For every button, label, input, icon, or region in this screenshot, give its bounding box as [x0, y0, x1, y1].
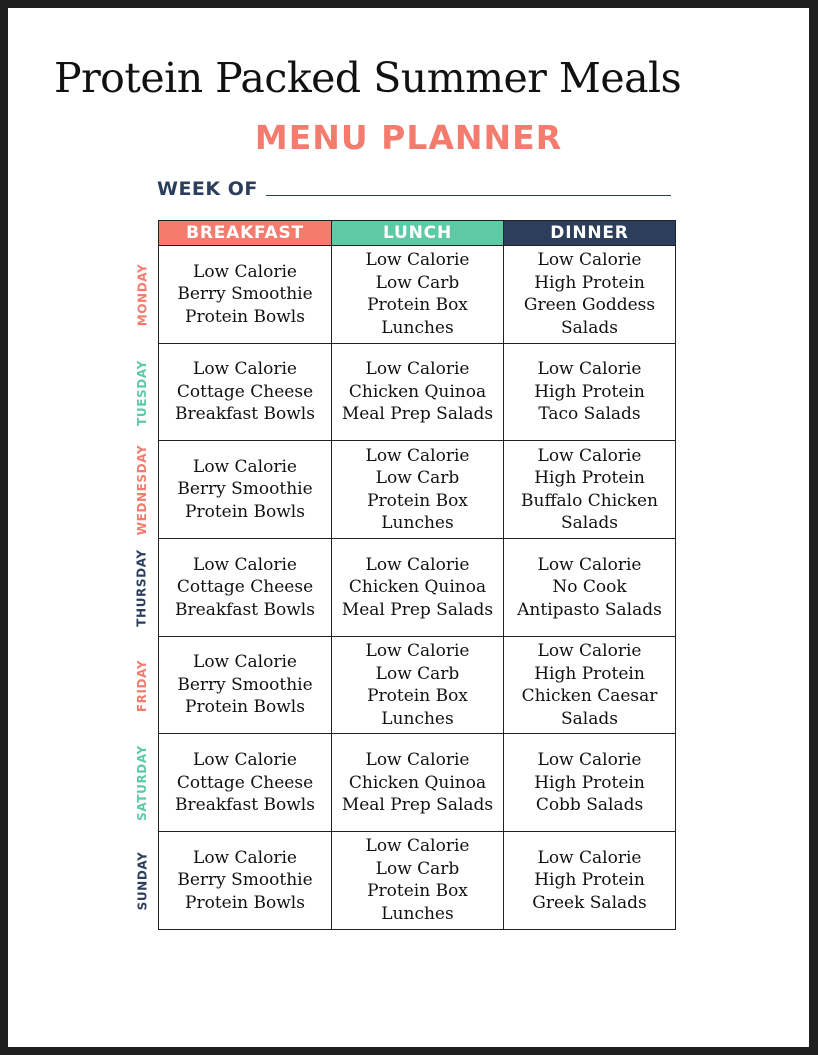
meal-line: Low Calorie — [365, 445, 470, 466]
meal-line: Low Calorie — [365, 750, 470, 771]
meal-line: Low Calorie — [193, 261, 297, 282]
week-of-label: WEEK OF — [157, 178, 258, 200]
day-row-thursday — [135, 539, 676, 637]
day-row-wednesday — [135, 441, 676, 539]
meal-line: Green Goddess — [523, 295, 656, 316]
day-row-sunday — [135, 832, 676, 930]
meal-line: Lunches — [381, 317, 454, 338]
meal-line: Berry Smoothie — [177, 674, 313, 695]
menu-rows — [135, 246, 676, 930]
meal-line: Low Calorie — [537, 750, 642, 771]
meal-line: Cottage Cheese — [176, 577, 314, 598]
meal-cell-lunch — [331, 441, 503, 539]
meal-line: Buffalo Chicken — [521, 490, 658, 511]
meal-line: Low Calorie — [193, 359, 297, 380]
meal-line: Protein Bowls — [185, 697, 305, 718]
meal-line: High Protein — [534, 663, 645, 684]
meal-cell-breakfast — [158, 539, 331, 637]
day-label-text: SUNDAY — [135, 851, 150, 911]
day-label — [130, 246, 154, 344]
meal-line: Low Calorie — [365, 359, 470, 380]
meal-line: Low Calorie — [537, 554, 642, 575]
meal-line: Meal Prep Salads — [341, 404, 494, 425]
meal-line: Lunches — [381, 708, 454, 729]
meal-line: Chicken Quinoa — [348, 772, 487, 793]
meal-line: Cottage Cheese — [176, 772, 314, 793]
meal-cell-breakfast — [158, 344, 331, 442]
day-label-text: SATURDAY — [135, 745, 150, 822]
day-label — [130, 637, 154, 735]
meal-line: Low Calorie — [537, 359, 642, 380]
day-row-tuesday — [135, 344, 676, 442]
day-label-text: FRIDAY — [135, 659, 150, 712]
day-label — [130, 832, 154, 930]
day-label — [130, 344, 154, 442]
meal-line: Breakfast Bowls — [175, 404, 315, 425]
meal-line: Low Calorie — [193, 554, 297, 575]
meal-cell-dinner — [503, 246, 676, 344]
meal-line: Chicken Quinoa — [348, 381, 487, 402]
meal-cell-lunch — [331, 637, 503, 735]
meal-line: Low Calorie — [537, 445, 642, 466]
meal-cell-breakfast — [158, 441, 331, 539]
meal-line: Low Calorie — [365, 836, 470, 857]
meal-line: Lunches — [381, 903, 454, 924]
meal-line: Low Carb — [375, 663, 460, 684]
menu-header-row — [158, 220, 676, 246]
column-header-dinner: DINNER — [503, 220, 676, 246]
meal-line: Protein Box — [367, 295, 468, 316]
meal-line: Low Calorie — [537, 847, 642, 868]
meal-line: Low Calorie — [537, 641, 642, 662]
meal-line: Protein Box — [367, 686, 468, 707]
meal-cell-lunch — [331, 344, 503, 442]
meal-cell-dinner — [503, 637, 676, 735]
day-label-text: MONDAY — [135, 263, 150, 327]
meal-line: Low Calorie — [193, 847, 297, 868]
day-row-friday — [135, 637, 676, 735]
meal-line: Low Carb — [375, 272, 460, 293]
meal-line: Protein Bowls — [185, 306, 305, 327]
page-subtitle: MENU PLANNER — [254, 118, 563, 157]
meal-line: Cottage Cheese — [176, 381, 314, 402]
day-row-saturday — [135, 734, 676, 832]
meal-line: Low Calorie — [537, 250, 642, 271]
meal-line: Low Calorie — [193, 456, 297, 477]
meal-cell-breakfast — [158, 637, 331, 735]
meal-line: Low Carb — [375, 468, 460, 489]
meal-line: Low Calorie — [365, 250, 470, 271]
meal-line: High Protein — [534, 381, 645, 402]
meal-cell-dinner — [503, 832, 676, 930]
meal-cell-lunch — [331, 734, 503, 832]
day-label — [130, 441, 154, 539]
meal-cell-dinner — [503, 734, 676, 832]
meal-line: Chicken Quinoa — [348, 577, 487, 598]
meal-line: Salads — [561, 317, 618, 338]
meal-line: Low Calorie — [193, 750, 297, 771]
meal-line: Taco Salads — [538, 404, 641, 425]
day-label-text: TUESDAY — [135, 359, 150, 426]
meal-line: High Protein — [534, 272, 645, 293]
meal-line: Meal Prep Salads — [341, 795, 494, 816]
menu-table — [135, 220, 676, 930]
meal-line: Greek Salads — [532, 892, 647, 913]
meal-cell-lunch — [331, 832, 503, 930]
meal-cell-lunch — [331, 539, 503, 637]
meal-line: Breakfast Bowls — [175, 795, 315, 816]
meal-line: Chicken Caesar — [521, 686, 658, 707]
day-label — [130, 734, 154, 832]
meal-line: Protein Bowls — [185, 501, 305, 522]
meal-line: Low Calorie — [365, 554, 470, 575]
meal-line: Meal Prep Salads — [341, 599, 494, 620]
meal-line: Berry Smoothie — [177, 479, 313, 500]
week-of-line — [266, 195, 671, 196]
meal-line: Berry Smoothie — [177, 284, 313, 305]
meal-cell-lunch — [331, 246, 503, 344]
meal-line: High Protein — [534, 870, 645, 891]
meal-cell-breakfast — [158, 832, 331, 930]
meal-line: Protein Box — [367, 490, 468, 511]
meal-line: Low Calorie — [193, 652, 297, 673]
day-label — [130, 539, 154, 637]
meal-line: No Cook — [552, 577, 627, 598]
day-label-text: WEDNESDAY — [135, 444, 149, 536]
meal-line: Antipasto Salads — [517, 599, 662, 620]
meal-line: High Protein — [534, 772, 645, 793]
meal-cell-dinner — [503, 441, 676, 539]
meal-line: Low Carb — [375, 858, 460, 879]
column-header-lunch: LUNCH — [331, 220, 503, 246]
meal-cell-dinner — [503, 539, 676, 637]
column-header-breakfast: BREAKFAST — [158, 220, 331, 246]
meal-line: Cobb Salads — [535, 795, 644, 816]
meal-line: Low Calorie — [365, 641, 470, 662]
meal-cell-breakfast — [158, 734, 331, 832]
day-label-text: THURSDAY — [135, 549, 150, 627]
meal-line: Salads — [561, 513, 618, 534]
meal-cell-dinner — [503, 344, 676, 442]
meal-line: Berry Smoothie — [177, 870, 313, 891]
document-page — [8, 8, 809, 1047]
meal-line: Lunches — [381, 513, 454, 534]
page-title: Protein Packed Summer Meals — [54, 54, 682, 102]
day-row-monday — [135, 246, 676, 344]
meal-cell-breakfast — [158, 246, 331, 344]
meal-line: High Protein — [534, 468, 645, 489]
meal-line: Salads — [561, 708, 618, 729]
meal-line: Protein Bowls — [185, 892, 305, 913]
meal-line: Protein Box — [367, 881, 468, 902]
meal-line: Breakfast Bowls — [175, 599, 315, 620]
